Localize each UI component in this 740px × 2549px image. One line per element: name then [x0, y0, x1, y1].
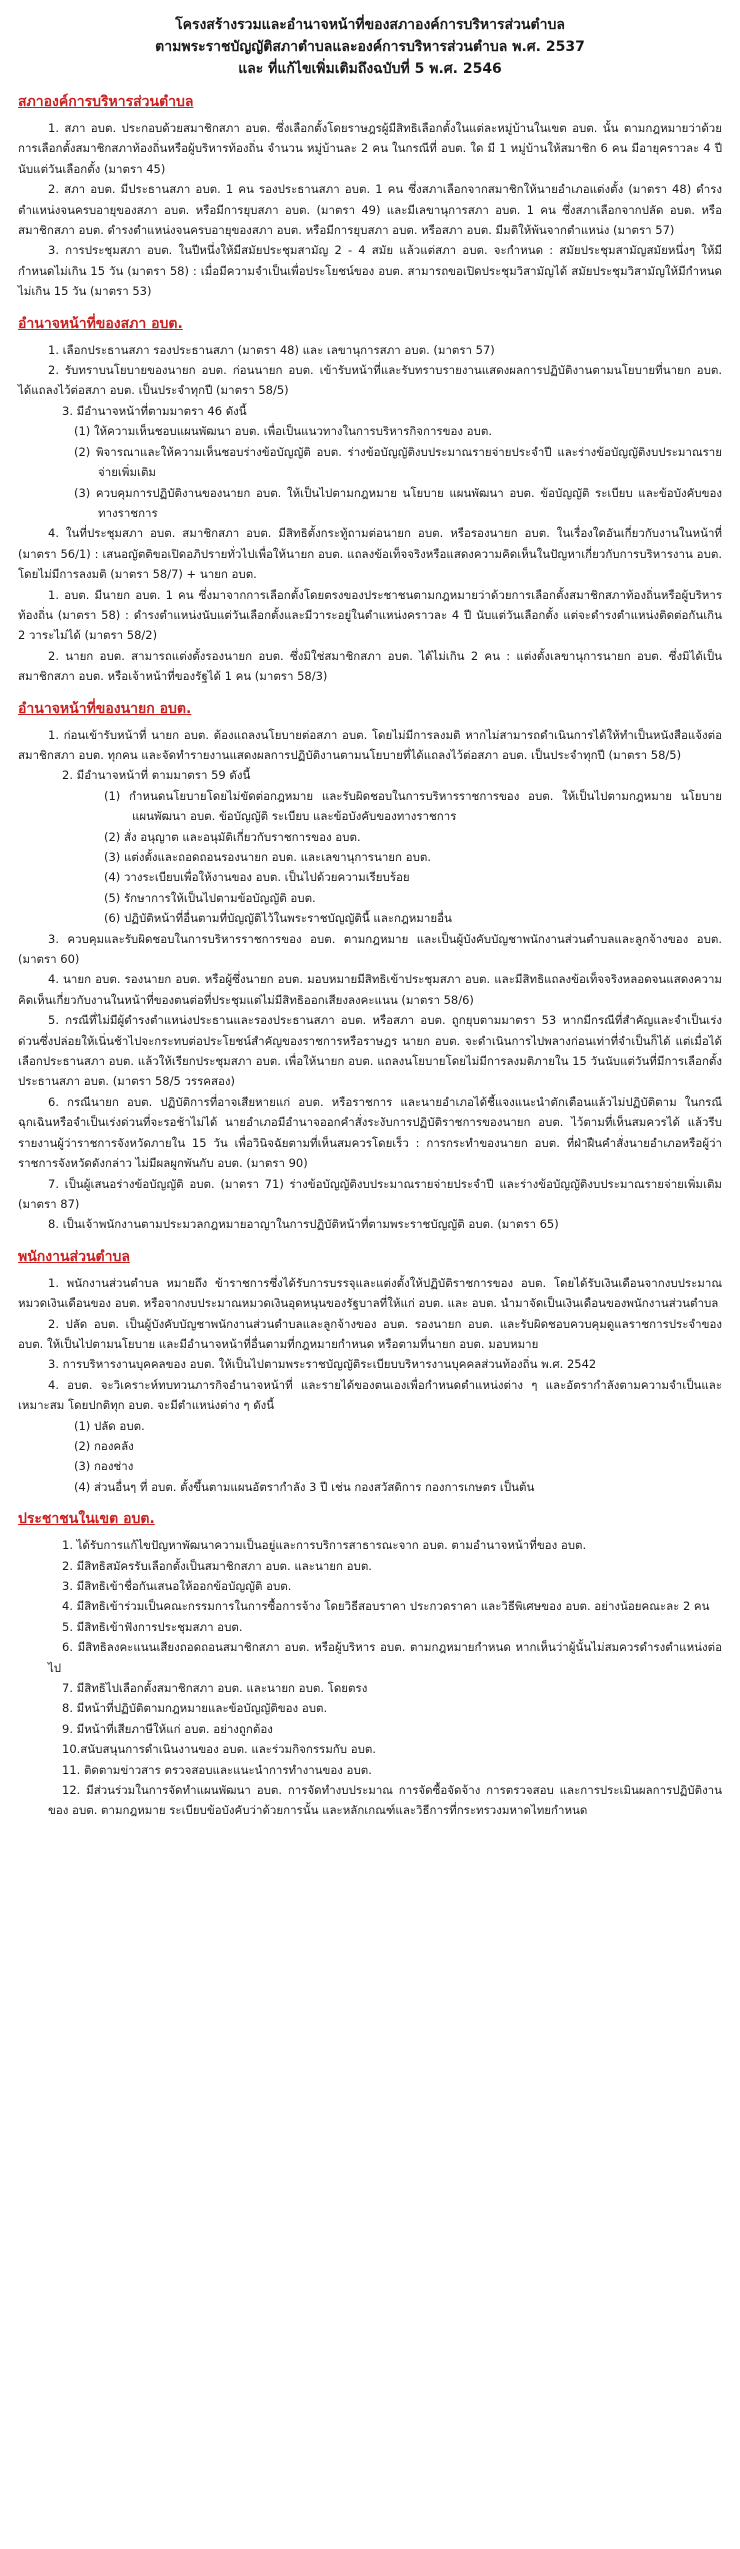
paragraph: 4. อบต. จะวิเคราะห์ทบทวนภารกิจอำนาจหน้าที่ และรายได้ของตนเองเพื่อกำหนดตำแหน่งต่าง ๆ และอัตรากำลังตามความจำเป็นและเหมาะสม โดยปกติทุก อบต. จะมีตำแหน่งต่าง ๆ ดังนี้: [18, 1377, 722, 1413]
paragraph: 3. ควบคุมและรับผิดชอบในการบริหารราชการของ อบต. ตามกฎหมาย และเป็นผู้บังคับบัญชาพนักงานส่วนตำบลและลูกจ้างของ อบต. (มาตรา 60): [18, 931, 722, 967]
paragraph: (4) วางระเบียบเพื่อให้งานของ อบต. เป็นไปด้วยความเรียบร้อย: [104, 870, 410, 885]
paragraph: (2) สั่ง อนุญาต และอนุมัติเกี่ยวกับราชการของ อบต.: [104, 829, 361, 844]
paragraph: (3) กองช่าง: [74, 1459, 134, 1474]
paragraph: (1) กำหนดนโยบายโดยไม่ขัดต่อกฎหมาย และรับผิดชอบในการบริหารราชการของ อบต. ให้เป็นไปตามกฎหมาย นโยบาย แผนพัฒนา อบต. ข้อบัญญัติ ระเบียบ และข้อบังคับของทางราชการ: [104, 788, 722, 824]
paragraph: (1) ให้ความเห็นชอบแผนพัฒนา อบต. เพื่อเป็นแนวทางในการบริหารกิจการของ อบต.: [74, 424, 492, 439]
paragraph: 1. พนักงานส่วนตำบล หมายถึง ข้าราชการซึ่งได้รับการบรรจุและแต่งตั้งให้ปฏิบัติราชการของ อบต. โดยได้รับเงินเดือนจากงบประมาณหมวดเงินเดือนของ อบต. หรือจากงบประมาณหมวดเงินอุดหนุนของรัฐบาลที่ให้แก่ อบต. และ อบต. นำมาจัดเป็นเงินเดือนของพนักงานส่วนตำบล: [18, 1275, 722, 1311]
section-5: [18, 1507, 722, 1821]
paragraph: (2) พิจารณาและให้ความเห็นชอบร่างข้อบัญญัติ อบต. ร่างข้อบัญญัติงบประมาณรายจ่ายประจำปี และร่างข้อบัญญัติงบประมาณรายจ่ายเพิ่มเติม: [74, 444, 722, 480]
document-body: [18, 90, 722, 1821]
title-line-1: โครงสร้างรวมและอำนาจหน้าที่ของสภาองค์การบริหารส่วนตำบล: [175, 17, 565, 33]
paragraph: 1. อบต. มีนายก อบต. 1 คน ซึ่งมาจากการเลือกตั้งโดยตรงของประชาชนตามกฎหมายว่าด้วยการเลือกตั้งสมาชิกสภาท้องถิ่นหรือผู้บริหารท้องถิ่น (มาตรา 58) : ดำรงตำแหน่งนับแต่วันเลือกตั้งและมีวาระอยู่ในตำแหน่งคราวละ 4 ปี นับแต่วันเลือกตั้ง แต่จะดำรงตำแหน่งติดต่อกันเกิน 2 วาระไม่ได้ (มาตรา 58/2): [18, 587, 722, 643]
paragraph: 4. ในที่ประชุมสภา อบต. สมาชิกสภา อบต. มีสิทธิตั้งกระทู้ถามต่อนายก อบต. หรือรองนายก อบต. ในเรื่องใดอันเกี่ยวกับงานในหน้าที่ (มาตรา 56/1) : เสนอญัตติขอเปิดอภิปรายทั่วไปเพื่อให้นายก อบต. แถลงข้อเท็จจริงหรือแสดงความคิดเห็นในปัญหาเกี่ยวกับการบริหารงาน อบต. โดยไม่มีการลงมติ (มาตรา 58/7) + นายก อบต.: [18, 526, 722, 582]
paragraph: 6. มีสิทธิลงคะแนนเสียงถอดถอนสมาชิกสภา อบต. หรือผู้บริหาร อบต. ตามกฎหมายกำหนด หากเห็นว่าผู้นั้นไม่สมควรดำรงตำแหน่งต่อไป: [48, 1640, 722, 1675]
paragraph: 2. รับทราบนโยบายของนายก อบต. ก่อนนายก อบต. เข้ารับหน้าที่และรับทราบรายงานแสดงผลการปฏิบัติงานตามนโยบายที่นายก อบต. ได้แถลงไว้ต่อสภา อบต. เป็นประจำทุกปี (มาตรา 58/5): [18, 363, 722, 398]
section-heading: ประชาชนในเขต อบต.: [18, 1511, 155, 1528]
section-4: [18, 1245, 722, 1497]
paragraph: 2. ปลัด อบต. เป็นผู้บังคับบัญชาพนักงานส่วนตำบลและลูกจ้างของ อบต. รองนายก อบต. และรับผิดชอบควบคุมดูแลราชการประจำของ อบต. ให้เป็นไปตามนโยบาย และมีอำนาจหน้าที่อื่นตามที่กฎหมายกำหนด หรือตามที่นายก อบต. มอบหมาย: [18, 1316, 722, 1351]
paragraph: 11. ติดตามข่าวสาร ตรวจสอบและแนะนำการทำงานของ อบต.: [62, 1762, 372, 1777]
paragraph: 10.สนับสนุนการดำเนินงานของ อบต. และร่วมกิจกรรมกับ อบต.: [62, 1742, 377, 1757]
paragraph: 1. เลือกประธานสภา รองประธานสภา (มาตรา 48) และ เลขานุการสภา อบต. (มาตรา 57): [48, 342, 495, 357]
paragraph: 12. มีส่วนร่วมในการจัดทำแผนพัฒนา อบต. การจัดทำงบประมาณ การจัดซื้อจัดจ้าง การตรวจสอบ และการประเมินผลการปฏิบัติงานของ อบต. ตามกฎหมาย ระเบียบข้อบังคับว่าด้วยการนั้น และหลักเกณฑ์และวิธีการที่กระทรวงมหาดไทยกำหนด: [48, 1783, 722, 1818]
paragraph: (5) รักษาการให้เป็นไปตามข้อบัญญัติ อบต.: [104, 890, 316, 905]
paragraph: (3) ควบคุมการปฏิบัติงานของนายก อบต. ให้เป็นไปตามกฎหมาย นโยบาย แผนพัฒนา อบต. ข้อบัญญัติ ระเบียบ และข้อบังคับของทางราชการ: [74, 485, 722, 520]
paragraph: 8. มีหน้าที่ปฏิบัติตามกฎหมายและข้อบัญญัติของ อบต.: [62, 1701, 328, 1716]
section-1: [18, 90, 722, 302]
paragraph: 3. การบริหารงานบุคคลของ อบต. ให้เป็นไปตามพระราชบัญญัติระเบียบบริหารงานบุคคลส่วนท้องถิ่น พ.ศ. 2542: [48, 1357, 597, 1372]
section-heading: พนักงานส่วนตำบล: [18, 1248, 130, 1265]
paragraph: (3) แต่งตั้งและถอดถอนรองนายก อบต. และเลขานุการนายก อบต.: [104, 850, 431, 864]
paragraph: 1. ได้รับการแก้ไขปัญหาพัฒนาความเป็นอยู่และการบริการสาธารณะจาก อบต. ตามอำนาจหน้าที่ของ อบต.: [62, 1538, 587, 1553]
paragraph: 4. นายก อบต. รองนายก อบต. หรือผู้ซึ่งนายก อบต. มอบหมายมีสิทธิเข้าประชุมสภา อบต. และมีสิทธิแถลงข้อเท็จจริงหลอดจนแสดงความคิดเห็นเกี่ยวกับงานในหน้าที่ของตนต่อที่ประชุมแต่ไม่มีสิทธิออกเสียงลงคะแนน (มาตรา 58/6): [18, 972, 722, 1007]
paragraph: 1. สภา อบต. ประกอบด้วยสมาชิกสภา อบต. ซึ่งเลือกตั้งโดยราษฎรผู้มีสิทธิเลือกตั้งในแต่ละหมู่บ้านในเขต อบต. นั้น ตามกฎหมายว่าด้วยการเลือกตั้งสมาชิกสภาท้องถิ่นหรือผู้บริหารท้องถิ่น จำนวน หมู่บ้านละ 2 คน ในกรณีที่ อบต. ใด มี 1 หมู่บ้านให้สมาชิก 6 คน มีอายุคราวละ 4 ปี นับแต่วันเลือกตั้ง (มาตรา 45): [18, 121, 722, 176]
paragraph: 3. การประชุมสภา อบต. ในปีหนึ่งให้มีสมัยประชุมสามัญ 2 - 4 สมัย แล้วแต่สภา อบต. จะกำหนด : สมัยประชุมสามัญสมัยหนึ่งๆ ให้มีกำหนดไม่เกิน 15 วัน (มาตรา 58) : เมื่อมีความจำเป็นเพื่อประโยชน์ของ อบต. สามารถขอเปิดประชุมวิสามัญได้ สมัยประชุมวิสามัญให้มีกำหนดไม่เกิน 15 วัน (มาตรา 53): [18, 243, 722, 299]
document-title: [18, 14, 722, 80]
paragraph: 2. มีอำนาจหน้าที่ ตามมาตรา 59 ดังนี้: [62, 768, 251, 783]
paragraph: 6. กรณีนายก อบต. ปฏิบัติการที่อาจเสียหายแก่ อบต. หรือราชการ และนายอำเภอได้ชี้แจงแนะนำตักเตือนแล้วไม่ปฏิบัติตาม ในกรณีฉุกเฉินหรือจำเป็นเร่งด่วนที่จะรอช้าไม่ได้ นายอำเภอมีอำนาจออกคำสั่งระงับการปฏิบัติราชการของนายก อบต. ไว้ตามที่เห็นสมควรได้ แล้วรีบรายงานผู้ว่าราชการจังหวัดภายใน 15 วัน เพื่อวินิจฉัยตามที่เห็นสมควรโดยเร็ว : การกระทำของนายก อบต. ที่ฝ่าฝืนคำสั่งนายอำเภอหรือผู้ว่าราชการจังหวัดดังกล่าว ไม่มีผลผูกพันกับ อบต. (มาตรา 90): [18, 1094, 722, 1171]
paragraph: (4) ส่วนอื่นๆ ที่ อบต. ตั้งขึ้นตามแผนอัตรากำลัง 3 ปี เช่น กองสวัสดิการ กองการเกษตร เป็นต้น: [74, 1479, 535, 1494]
paragraph: 5. กรณีที่ไม่มีผู้ดำรงตำแหน่งประธานและรองประธานสภา อบต. หรือสภา อบต. ถูกยุบตามมาตรา 53 หากมีกรณีที่สำคัญและจำเป็นเร่งด่วนซึ่งปล่อยให้เนิ่นช้าไปจะกระทบต่อประโยชน์สำคัญของราชการหรือราษฎร นายก อบต. จะดำเนินการไปพลางก่อนเท่าที่จำเป็นก็ได้ แต่เมื่อได้เลือกประธานสภา อบต. แล้วให้เรียกประชุมสภา อบต. เพื่อให้นายก อบต. แถลงนโยบายโดยไม่มีการลงมติภายใน 15 วันนับแต่วันที่มีการเลือกตั้งประธานสภา อบต. (มาตรา 58/5 วรรคสอง): [18, 1013, 722, 1089]
section-heading: อำนาจหน้าที่ของสภา อบต.: [18, 315, 183, 332]
paragraph: 5. มีสิทธิเข้าฟังการประชุมสภา อบต.: [62, 1619, 243, 1634]
section-heading: อำนาจหน้าที่ของนายก อบต.: [18, 700, 192, 717]
paragraph: (2) กองคลัง: [74, 1438, 134, 1453]
section-heading: สภาองค์การบริหารส่วนตำบล: [18, 94, 194, 110]
paragraph: 2. มีสิทธิสมัครรับเลือกตั้งเป็นสมาชิกสภา อบต. และนายก อบต.: [62, 1558, 372, 1573]
title-line-2: ตามพระราชบัญญัติสภาตำบลและองค์การบริหารส่วนตำบล พ.ศ. 2537: [155, 39, 585, 55]
paragraph: 2. สภา อบต. มีประธานสภา อบต. 1 คน รองประธานสภา อบต. 1 คน ซึ่งสภาเลือกจากสมาชิกให้นายอำเภอแต่งตั้ง (มาตรา 48) ดำรงตำแหน่งจนครบอายุของสภา อบต. หรือมีการยุบสภา อบต. (มาตรา 49) และมีเลขานุการสภา อบต. 1 คน ซึ่งสภาเลือกจากปลัด อบต. หรือสมาชิกสภา อบต. ดำรงตำแหน่งจนครบอายุของสภา อบต. หรือมีการยุบสภา อบต. หรือสภา อบต. มีมติให้พ้นจากตำแหน่ง (มาตรา 57): [18, 182, 722, 238]
paragraph: 3. มีสิทธิเข้าชื่อกันเสนอให้ออกข้อบัญญัติ อบต.: [62, 1579, 292, 1593]
section-3: [18, 697, 722, 1235]
section-2: [18, 312, 722, 687]
paragraph: (6) ปฏิบัติหน้าที่อื่นตามที่บัญญัติไว้ในพระราชบัญญัตินี้ และกฎหมายอื่น: [104, 911, 452, 926]
paragraph: 1. ก่อนเข้ารับหน้าที่ นายก อบต. ต้องแถลงนโยบายต่อสภา อบต. โดยไม่มีการลงมติ หากไม่สามารถดำเนินการได้ให้ทำเป็นหนังสือแจ้งต่อสมาชิกสภา อบต. ทุกคน และจัดทำรายงานแสดงผลการปฏิบัติงานตามนโยบายที่ได้แถลงไว้ต่อสภา อบต. เป็นประจำทุกปี (มาตรา 58/5): [18, 727, 722, 762]
paragraph: 8. เป็นเจ้าพนักงานตามประมวลกฎหมายอาญาในการปฏิบัติหน้าที่ตามพระราชบัญญัติ อบต. (มาตรา 65): [48, 1217, 559, 1232]
paragraph: 3. มีอำนาจหน้าที่ตามมาตรา 46 ดังนี้: [62, 403, 247, 418]
paragraph: 9. มีหน้าที่เสียภาษีให้แก่ อบต. อย่างถูกต้อง: [62, 1721, 273, 1736]
paragraph: 2. นายก อบต. สามารถแต่งตั้งรองนายก อบต. ซึ่งมิใช่สมาชิกสภา อบต. ได้ไม่เกิน 2 คน : แต่งตั้งเลขานุการนายก อบต. ซึ่งมิได้เป็นสมาชิกสภา อบต. หรือเจ้าหน้าที่ของรัฐได้ 1 คน (มาตรา 58/3): [18, 648, 722, 684]
paragraph: 4. มีสิทธิเข้าร่วมเป็นคณะกรรมการในการซื้อการจ้าง โดยวิธีสอบราคา ประกวดราคา และวิธีพิเศษของ อบต. อย่างน้อยคณะละ 2 คน: [62, 1599, 710, 1614]
title-line-3: และ ที่แก้ไขเพิ่มเติมถึงฉบับที่ 5 พ.ศ. 2546: [238, 61, 502, 77]
paragraph: 7. มีสิทธิไปเลือกตั้งสมาชิกสภา อบต. และนายก อบต. โดยตรง: [62, 1681, 368, 1696]
paragraph: (1) ปลัด อบต.: [74, 1418, 145, 1433]
paragraph: 7. เป็นผู้เสนอร่างข้อบัญญัติ อบต. (มาตรา 71) ร่างข้อบัญญัติงบประมาณรายจ่ายประจำปี และร่างข้อบัญญัติงบประมาณรายจ่ายเพิ่มเติม (มาตรา 87): [18, 1176, 722, 1211]
